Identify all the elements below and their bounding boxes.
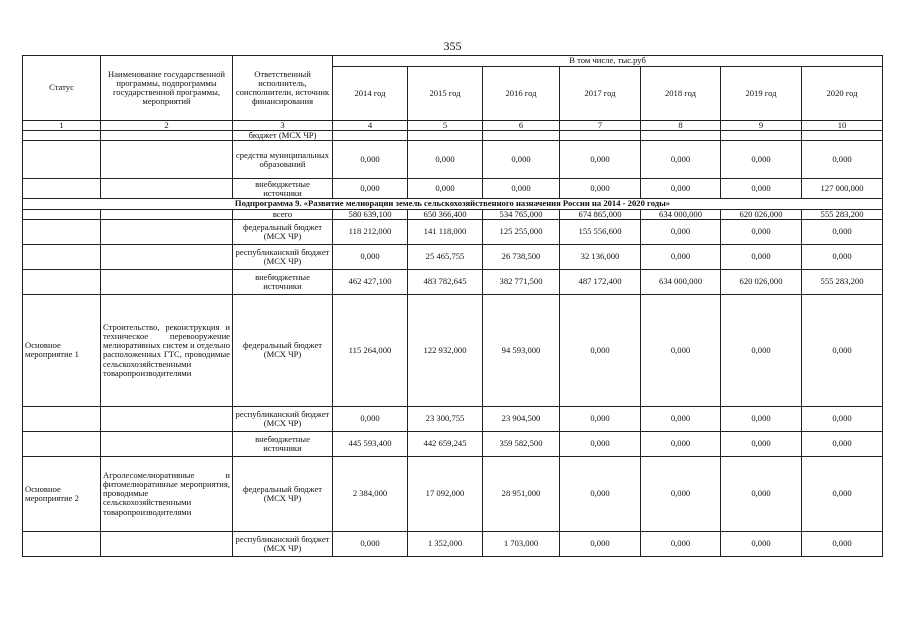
budget-table: [22, 55, 883, 557]
table-row: [23, 244, 883, 269]
value-cell: 0,000: [408, 179, 483, 199]
value-cell: 462 427,100: [333, 269, 408, 294]
column-number: 8: [641, 121, 721, 131]
value-cell: 445 593,400: [333, 431, 408, 456]
value-cell: 0,000: [560, 406, 641, 431]
value-cell: 32 136,000: [560, 244, 641, 269]
value-cell: 0,000: [802, 431, 883, 456]
value-cell: 155 556,600: [560, 219, 641, 244]
header-year: 2016 год: [483, 67, 560, 121]
value-cell: 0,000: [641, 141, 721, 179]
measure-name: Строительство, реконструкция и техническое перевооружение мелиоративных систем и отдельно расположенных ГТС, проводимые сельскохозяйственными товаропроизводителями: [101, 294, 233, 406]
header-year: 2020 год: [802, 67, 883, 121]
funding-source: внебюджетные источники: [233, 431, 333, 456]
funding-source: республиканский бюджет (МСХ ЧР): [233, 244, 333, 269]
value-cell: 0,000: [721, 456, 802, 531]
header-status: Статус: [23, 56, 101, 121]
column-number: 2: [101, 121, 233, 131]
value-cell: 0,000: [560, 431, 641, 456]
value-cell: 0,000: [641, 179, 721, 199]
value-cell: 534 765,000: [483, 209, 560, 219]
value-cell: 650 366,400: [408, 209, 483, 219]
value-cell: 0,000: [483, 141, 560, 179]
value-cell: [408, 131, 483, 141]
header-group: В том числе, тыс.руб: [333, 56, 883, 67]
value-cell: 0,000: [641, 531, 721, 556]
header-year: 2017 год: [560, 67, 641, 121]
value-cell: 25 465,755: [408, 244, 483, 269]
header-year: 2019 год: [721, 67, 802, 121]
column-number: 10: [802, 121, 883, 131]
table-row: [23, 269, 883, 294]
value-cell: 0,000: [802, 531, 883, 556]
value-cell: 0,000: [802, 141, 883, 179]
table-row: [23, 406, 883, 431]
value-cell: 0,000: [560, 456, 641, 531]
value-cell: 0,000: [560, 179, 641, 199]
funding-source: внебюджетные источники: [233, 179, 333, 199]
value-cell: [333, 131, 408, 141]
value-cell: 125 255,000: [483, 219, 560, 244]
table-row: [23, 294, 883, 406]
column-number: 9: [721, 121, 802, 131]
value-cell: 0,000: [333, 141, 408, 179]
value-cell: 0,000: [641, 406, 721, 431]
value-cell: 118 212,000: [333, 219, 408, 244]
value-cell: 0,000: [641, 219, 721, 244]
value-cell: 1 352,000: [408, 531, 483, 556]
value-cell: 28 951,000: [483, 456, 560, 531]
value-cell: 1 703,000: [483, 531, 560, 556]
value-cell: 0,000: [802, 294, 883, 406]
value-cell: 0,000: [641, 244, 721, 269]
value-cell: 580 639,100: [333, 209, 408, 219]
value-cell: [802, 131, 883, 141]
table-row: [23, 179, 883, 199]
header-responsible: Ответственный исполнитель, соисполнители, источник финансирования: [233, 56, 333, 121]
table-row: [23, 431, 883, 456]
funding-source: федеральный бюджет (МСХ ЧР): [233, 294, 333, 406]
value-cell: 0,000: [560, 141, 641, 179]
value-cell: 0,000: [802, 406, 883, 431]
value-cell: 127 000,000: [802, 179, 883, 199]
value-cell: 0,000: [721, 244, 802, 269]
value-cell: 0,000: [802, 244, 883, 269]
value-cell: 115 264,000: [333, 294, 408, 406]
value-cell: 634 000,000: [641, 269, 721, 294]
funding-source: федеральный бюджет (МСХ ЧР): [233, 219, 333, 244]
value-cell: [641, 131, 721, 141]
value-cell: 0,000: [802, 456, 883, 531]
value-cell: 0,000: [641, 431, 721, 456]
value-cell: 0,000: [333, 531, 408, 556]
subprogram-title: Подпрограмма 9. «Развитие мелиорации земель сельскохозяйственного назначения России на 2014 - 2020 годы»: [23, 199, 883, 209]
value-cell: 0,000: [802, 219, 883, 244]
value-cell: 122 932,000: [408, 294, 483, 406]
measure-status: Основное мероприятие 2: [23, 456, 101, 531]
value-cell: 483 782,645: [408, 269, 483, 294]
value-cell: 17 092,000: [408, 456, 483, 531]
value-cell: 0,000: [721, 179, 802, 199]
table-row: [23, 456, 883, 531]
value-cell: 0,000: [333, 244, 408, 269]
value-cell: 0,000: [408, 141, 483, 179]
column-number: 4: [333, 121, 408, 131]
table-row: [23, 141, 883, 179]
measure-status: Основное мероприятие 1: [23, 294, 101, 406]
value-cell: 0,000: [721, 141, 802, 179]
value-cell: 94 593,000: [483, 294, 560, 406]
value-cell: 0,000: [333, 406, 408, 431]
value-cell: 674 865,000: [560, 209, 641, 219]
value-cell: 2 384,000: [333, 456, 408, 531]
value-cell: 23 904,500: [483, 406, 560, 431]
value-cell: [721, 131, 802, 141]
column-number: 6: [483, 121, 560, 131]
header-year: 2014 год: [333, 67, 408, 121]
table-row: [23, 131, 883, 141]
value-cell: 620 026,000: [721, 269, 802, 294]
value-cell: 634 000,000: [641, 209, 721, 219]
column-number: 1: [23, 121, 101, 131]
value-cell: 0,000: [721, 294, 802, 406]
subprogram-title-row: [23, 199, 883, 209]
value-cell: [560, 131, 641, 141]
funding-source: средства муниципальных образований: [233, 141, 333, 179]
value-cell: 442 659,245: [408, 431, 483, 456]
funding-source: внебюджетные источники: [233, 269, 333, 294]
value-cell: 26 738,500: [483, 244, 560, 269]
column-number: 5: [408, 121, 483, 131]
value-cell: 0,000: [721, 406, 802, 431]
value-cell: 0,000: [483, 179, 560, 199]
funding-source: республиканский бюджет (МСХ ЧР): [233, 531, 333, 556]
measure-name: Агролесомелиоративные и фитомелиоративные мероприятия, проводимые сельскохозяйственными товаропроизводителями: [101, 456, 233, 531]
value-cell: 0,000: [560, 294, 641, 406]
value-cell: 0,000: [333, 179, 408, 199]
column-number: 3: [233, 121, 333, 131]
page-number: 355: [443, 39, 462, 53]
header-year: 2015 год: [408, 67, 483, 121]
value-cell: 0,000: [641, 456, 721, 531]
column-number: 7: [560, 121, 641, 131]
value-cell: 0,000: [721, 531, 802, 556]
funding-source: федеральный бюджет (МСХ ЧР): [233, 456, 333, 531]
funding-source: всего: [233, 209, 333, 219]
funding-source: республиканский бюджет (МСХ ЧР): [233, 406, 333, 431]
value-cell: 0,000: [721, 431, 802, 456]
table-row: [23, 219, 883, 244]
funding-source: бюджет (МСХ ЧР): [233, 131, 333, 141]
value-cell: 359 582,500: [483, 431, 560, 456]
value-cell: [483, 131, 560, 141]
header-year: 2018 год: [641, 67, 721, 121]
value-cell: 487 172,400: [560, 269, 641, 294]
value-cell: 23 300,755: [408, 406, 483, 431]
value-cell: 555 283,200: [802, 209, 883, 219]
value-cell: 382 771,500: [483, 269, 560, 294]
header-name: Наименование государственной программы, подпрограммы государственной программы, мероприятий: [101, 56, 233, 121]
value-cell: 0,000: [721, 219, 802, 244]
value-cell: 0,000: [560, 531, 641, 556]
value-cell: 620 026,000: [721, 209, 802, 219]
value-cell: 141 118,000: [408, 219, 483, 244]
value-cell: 555 283,200: [802, 269, 883, 294]
column-number-row: [23, 121, 883, 131]
table-row: [23, 209, 883, 219]
table-row: [23, 531, 883, 556]
value-cell: 0,000: [641, 294, 721, 406]
